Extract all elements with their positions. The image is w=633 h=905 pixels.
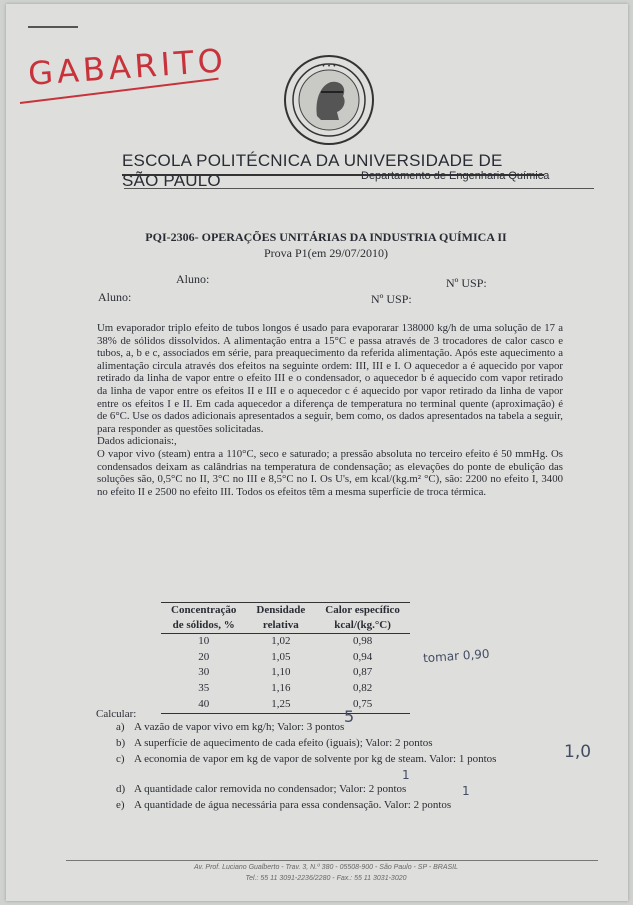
table-cell: 20 (198, 650, 210, 663)
table-row (161, 650, 410, 666)
question-letter: a) (116, 721, 125, 733)
department-name: Departamento de Engenharia Química (361, 170, 550, 182)
university-seal-icon (281, 52, 377, 148)
handwritten-note: tomar 0,90 (422, 646, 490, 666)
table-cell: 0,94 (352, 650, 373, 663)
gabarito-handwritten: GABARITO (26, 41, 229, 93)
table-cell: 0,75 (315, 697, 410, 713)
table-cell: 1,02 (271, 635, 291, 647)
paragraph: Dados adicionais:, (97, 435, 177, 448)
paragraph: Um evaporador triplo efeito de tubos longos é usado para evaporarar 138000 kg/h de uma solução de 17 a 38% de sólidos dissolvidos. A alimentação entra a 15°C e passa através de 3 trocadores de calor casco e tubos, a, b e c, associados em série, para preaquecimento da referida alimentação. Após este aquecimento a alimentação circula através dos efeitos na seguinte ordem: III, III e I. O aquecedor a é aquecido por vapor retirado da linha de vapor entre o efeito III e o condensador, o aquecedor b é aquecido com vapor retirado da linha de vapor entre os efeitos II e III e o aquecedor c é aquecido por vapor retirado da linha de vapor entre os efeitos I e II. Em cada aquecedor a diferença de temperatura no terminal quente (aproximação) é de 6°C. Use os dados adicionais apresentados a seguir, bem como, os dados apresentados na tabela a seguir, para responder as questões solicitadas. (97, 322, 563, 435)
table-cell: 0,82 (352, 682, 373, 695)
question-b (116, 737, 556, 749)
table-row (161, 697, 410, 713)
column-header: Concentração (161, 603, 246, 619)
column-header: Calor específico (315, 603, 410, 619)
column-header: Densidade (246, 603, 315, 619)
problem-statement (97, 322, 563, 498)
column-header: kcal/(kg.°C) (315, 618, 410, 634)
column-header: de sólidos, % (161, 618, 246, 634)
table-cell: 1,16 (271, 682, 291, 695)
paragraph: O vapor vivo (steam) entra a 110°C, seco e saturado; a pressão absoluta no terceiro efeito é 50 mmHg. Os condensados deixam as calândrias na temperatura de condensação; as elevações do ponte de ebulição das soluções são, 0,5°C no II, 3°C no III e 8,5°C no I. Os U's, em kcal/(kg.m² °C), são: 2200 no efeito I, 3400 no efeito II e 2500 no efeito III. Todos os efeitos têm a mesma superfície de troca térmica. (97, 447, 563, 498)
table-cell: 0,87 (352, 666, 373, 679)
pen-dash (28, 26, 78, 28)
aluno-label: Aluno: (176, 272, 210, 286)
question-d (116, 768, 556, 798)
school-name: ESCOLA POLITÉCNICA DA UNIVERSIDADE DE SÃO PAULO (122, 151, 503, 190)
column-header: relativa (246, 618, 315, 634)
exam-title: PQI-2306- OPERAÇÕES UNITÁRIAS DA INDUSTRIA QUÍMICA II (145, 230, 507, 244)
table-cell: 10 (198, 635, 210, 647)
table-cell: 0,98 (352, 635, 373, 647)
question-letter: c) (116, 753, 125, 765)
properties-table (161, 602, 410, 714)
question-text: A quantidade de água necessária para essa condensação. Valor: 2 pontos (134, 799, 452, 811)
question-letter: d) (116, 783, 126, 795)
table-cell: 1,05 (271, 650, 291, 663)
svg-text:• • • • •: • • • • • (316, 63, 342, 70)
question-letter: b) (116, 737, 126, 749)
question-text: A vazão de vapor vivo em kg/h; Valor: 3 pontos (134, 721, 345, 733)
question-text: A superfície de aquecimento de cada efeito (iguais); Valor: 2 pontos (134, 737, 433, 749)
table-cell: 1,10 (271, 666, 291, 679)
table-cell: 35 (198, 682, 210, 695)
footer-phone: Tel.: 55 11 3091-2236/2280 - Fax.: 55 11 3031-3020 (245, 875, 407, 882)
handwritten-mark: 5 (344, 707, 355, 726)
calcular-label: Calcular: (96, 708, 137, 720)
table-cell: 40 (161, 697, 246, 713)
table-row (161, 634, 410, 650)
department-rule (124, 188, 594, 189)
exam-paper (6, 4, 628, 901)
handwritten-mark: 1,0 (564, 742, 592, 762)
table-row (161, 665, 410, 681)
exam-subtitle: Prova P1(em 29/07/2010) (264, 246, 388, 260)
nusp-label: Nº USP: (371, 292, 412, 306)
table-cell: 30 (198, 666, 210, 679)
question-text: A economia de vapor em kg de vapor de solvente por kg de steam. Valor: 1 pontos (134, 753, 497, 765)
footer-rule (66, 860, 598, 861)
table-row (161, 681, 410, 697)
footer-address: Av. Prof. Luciano Gualberto - Trav. 3, N.º 380 - 05508-900 - São Paulo - SP - BRASIL (193, 864, 459, 871)
handwritten-mark: 1 (462, 784, 470, 798)
nusp-label: Nº USP: (446, 276, 487, 290)
handwritten-mark: 1 (402, 768, 410, 782)
table-cell: 1,25 (246, 697, 315, 713)
question-text: A quantidade calor removida no condensador; Valor: 2 pontos (134, 783, 407, 795)
aluno-label: Aluno: (98, 290, 132, 304)
question-letter: e) (116, 799, 125, 811)
